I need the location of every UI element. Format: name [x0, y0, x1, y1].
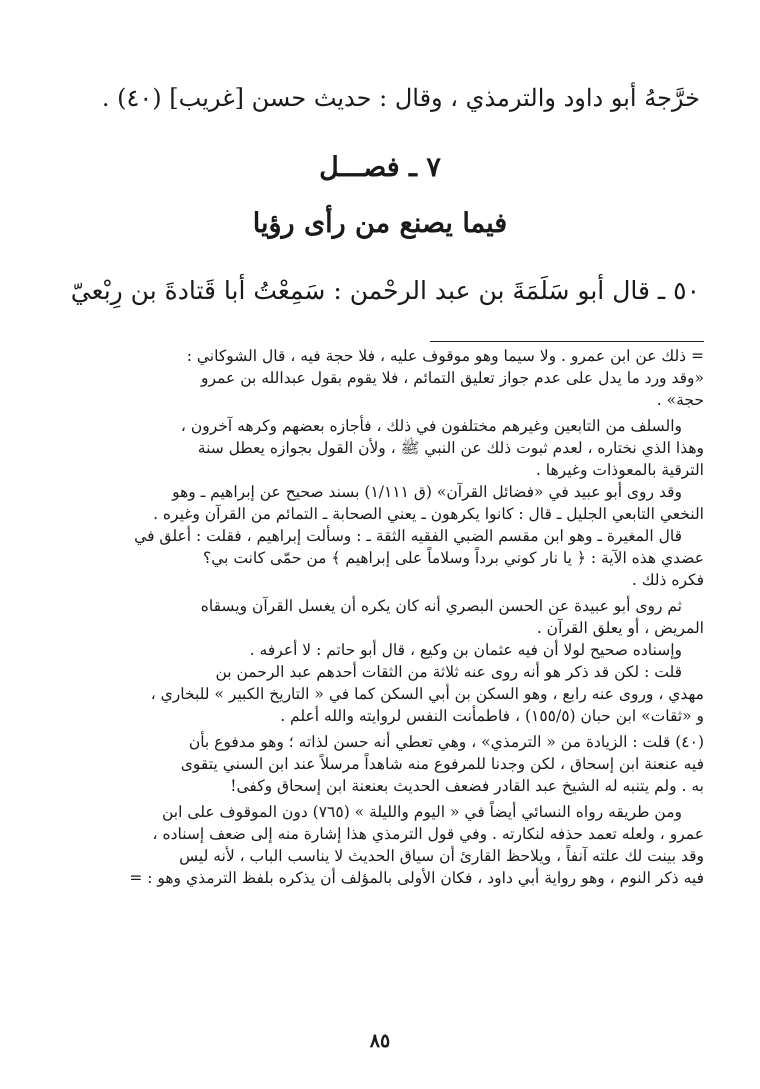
- hadith-source-line: خرَّجهُ أبو داود والترمذي ، وقال : حديث حسن [غريب] (٤٠) .: [101, 84, 700, 112]
- footnote-line: والسلف من التابعين وغيرهم مختلفون في ذلك ، فأجازه بعضهم وكرهه آخرون ،: [180, 417, 682, 435]
- footnote-line: (٤٠) قلت : الزيادة من « الترمذي» ، وهي تعطي أنه حسن لذاته ؛ وهو مدفوع بأن: [188, 733, 704, 751]
- footnote-line: مهدي ، وروى عنه رابع ، وهو السكن بن أبي السكن كما في « التاريخ الكبير » للبخاري ،: [150, 685, 704, 703]
- footnote-line: النخعي التابعي الجليل ـ قال : كانوا يكرهون ـ يعني الصحابة ـ التمائم من القرآن وغيره .: [153, 505, 704, 523]
- footnote-line: فيه ذكر النوم ، وهو رواية أبي داود ، فكان الأولى بالمؤلف أن يذكره بلفظ الترمذي وهو : =: [129, 869, 704, 887]
- hadith-opening-line: ٥٠ ـ قال أبو سَلَمَةَ بن عبد الرحْمن : سَمِعْتُ أبا قَتادةَ بن رِبْعيّ: [70, 276, 700, 305]
- footnote-line: ثم روى أبو عبيدة عن الحسن البصري أنه كان يكره أن يغسل القرآن ويسقاه: [200, 597, 682, 615]
- footnote-line: المريض ، أو يعلق القرآن .: [536, 619, 704, 637]
- footnotes: [56, 345, 704, 889]
- section-heading: ٧ ـ فصـــل: [319, 152, 441, 183]
- footnote-line: = ذلك عن ابن عمرو . ولا سيما وهو موقوف عليه ، فلا حجة فيه ، قال الشوكاني :: [186, 347, 704, 365]
- footnote-line: فيه عنعنة ابن إسحاق ، لكن وجدنا للمرفوع منه شاهداً مرسلاً عند ابن السني يتقوى: [180, 755, 704, 773]
- section-title: فيما يصنع من رأى رؤيا: [252, 208, 508, 239]
- footnote-line: ومن طريقه رواه النسائي أيضاً في « اليوم والليلة » (٧٦٥) دون الموقوف على ابن: [161, 803, 682, 821]
- page-number: ٨٥: [369, 1030, 391, 1052]
- footnote-line: عضدي هذه الآية : ﴿ يا نار كوني برداً وسلاماً على إبراهيم ﴾ من حمّى كانت بي؟: [203, 549, 704, 567]
- footnote-line: به . ولم يتنبه له الشيخ عبد القادر فضعف الحديث بعنعنة ابن إسحاق وكفى!: [230, 777, 704, 795]
- footnote-line: و «ثقات» ابن حبان (١٥٥/٥) ، فاطمأنت النفس لروايته والله أعلم .: [280, 707, 704, 725]
- footnote-line: قلت : لكن قد ذكر هو أنه روى عنه ثلاثة من الثقات أحدهم عبد الرحمن بن: [215, 663, 682, 681]
- footnote-line: وإسناده صحيح لولا أن فيه عثمان بن وكيع ، قال أبو حاتم : لا أعرفه .: [249, 641, 682, 659]
- footnote-line: الترقية بالمعوذات وغيرها .: [535, 461, 704, 479]
- footnote-line: وقد بينت لك علته آنفاً ، ويلاحظ القارئ أن سياق الحديث لا يناسب الباب ، لأنه ليس: [179, 847, 704, 865]
- footnote-divider: [430, 341, 704, 342]
- footnote-line: وهذا الذي نختاره ، لعدم ثبوت ذلك عن النبي ﷺ ، ولأن القول بجوازه يعطل سنة: [197, 439, 704, 457]
- footnote-line: فكره ذلك .: [631, 571, 704, 589]
- footnote-line: حجة» .: [656, 391, 704, 409]
- footnote-line: عمرو ، ولعله تعمد حذفه لنكارته . وفي قول الترمذي هذا إشارة منه إلى ضعف إسناده ،: [152, 825, 704, 843]
- footnote-line: قال المغيرة ـ وهو ابن مقسم الضبي الفقيه الثقة ـ : وسألت إبراهيم ، فقلت : أعلق في: [134, 527, 682, 545]
- footnote-line: وقد روى أبو عبيد في «فضائل القرآن» (ق ١/١١١) بسند صحيح عن إبراهيم ـ وهو: [172, 483, 682, 501]
- footnote-line: «وقد ورد ما يدل على عدم جواز تعليق التمائم ، فلا يقوم بقول عبدالله بن عمرو: [201, 369, 704, 387]
